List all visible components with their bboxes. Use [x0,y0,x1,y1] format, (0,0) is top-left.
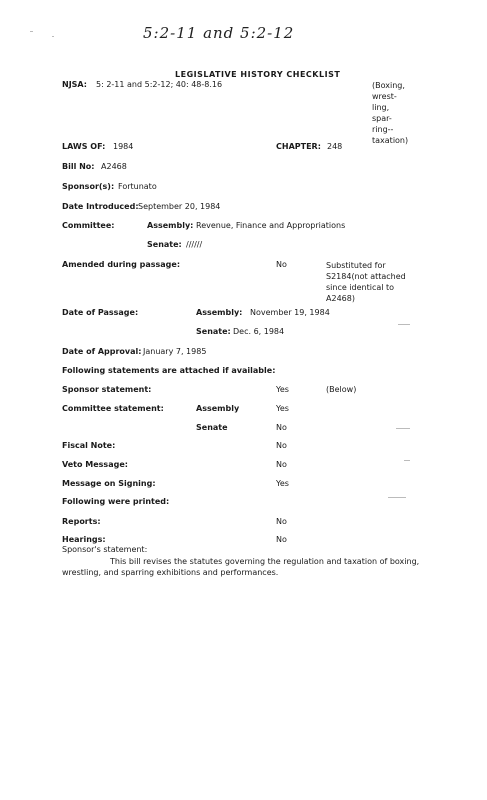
njsa-label: NJSA: [62,80,87,89]
committee-statement-assembly-label: Assembly [196,404,240,413]
reports-value: No [276,517,287,526]
committee-statement-assembly-value: Yes [276,404,289,413]
sponsor-statement-value: Yes [276,385,289,394]
subject-note-line: spar- [372,114,392,123]
substituted-note-line: A2468) [326,294,355,303]
committee-assembly-label: Assembly: [147,221,194,230]
substituted-note-line: since identical to [326,283,395,292]
sponsor-value: Fortunato [118,182,157,191]
handwritten-citation: 5:2-11 and 5:2-12 [143,24,295,42]
committee-assembly-value: Revenue, Finance and Appropriations [196,221,346,230]
passage-label: Date of Passage: [62,308,139,317]
subject-note-line: ling, [372,103,390,112]
following-printed-heading: Following were printed: [62,497,170,506]
veto-message-label: Veto Message: [62,460,128,469]
subject-note-line: taxation) [372,136,409,145]
committee-statement-senate-value: No [276,423,287,432]
veto-message-value: No [276,460,287,469]
laws-of-value: 1984 [113,142,134,151]
committee-senate-label: Senate: [147,240,182,249]
passage-senate-label: Senate: [196,327,231,336]
scan-speck [388,497,406,498]
following-attached-heading: Following statements are attached if available: [62,366,276,375]
substituted-note-line: Substituted for [326,261,386,270]
subject-note-line: ring-- [372,125,394,134]
date-introduced-value: September 20, 1984 [138,202,221,211]
fiscal-note-value: No [276,441,287,450]
approval-value: January 7, 1985 [143,347,207,356]
sponsor-label: Sponsor(s): [62,182,115,191]
passage-assembly-label: Assembly: [196,308,243,317]
chapter-label: CHAPTER: [276,142,321,151]
sponsor-statement-heading: Sponsor's statement: [62,545,148,554]
sponsor-statement-note: (Below) [326,385,357,394]
committee-statement-senate-label: Senate [196,423,228,432]
reports-label: Reports: [62,517,101,526]
date-introduced-label: Date Introduced: [62,202,139,211]
document-title: LEGISLATIVE HISTORY CHECKLIST [175,70,341,79]
fiscal-note-label: Fiscal Note: [62,441,116,450]
scan-speck [396,428,410,429]
committee-label: Committee: [62,221,115,230]
laws-of-label: LAWS OF: [62,142,106,151]
message-on-signing-value: Yes [276,479,289,488]
committee-statement-label: Committee statement: [62,404,164,413]
passage-senate-value: Dec. 6, 1984 [233,327,285,336]
sponsor-statement-text: This bill revises the statutes governing the regulation and taxation of boxing, wrestling, and sparring exhibitions and performances. [62,557,420,577]
message-on-signing-label: Message on Signing: [62,479,156,488]
bill-label: Bill No: [62,162,95,171]
chapter-value: 248 [327,142,343,151]
passage-assembly-value: November 19, 1984 [250,308,330,317]
amended-label: Amended during passage: [62,260,181,269]
njsa-value: 5: 2-11 and 5:2-12; 40: 48-8.16 [96,80,223,89]
scan-speck [30,31,33,32]
approval-label: Date of Approval: [62,347,142,356]
committee-senate-value: ////// [186,240,203,249]
substituted-note-line: S2184(not attached [326,272,406,281]
bill-value: A2468 [101,162,127,171]
scan-speck [404,460,410,461]
subject-note-line: (Boxing, [372,81,405,90]
scan-speck [52,36,54,37]
sponsor-statement-label: Sponsor statement: [62,385,152,394]
hearings-label: Hearings: [62,535,106,544]
amended-value: No [276,260,287,269]
subject-note-line: wrest- [372,92,397,101]
scan-speck [398,324,410,325]
hearings-value: No [276,535,287,544]
